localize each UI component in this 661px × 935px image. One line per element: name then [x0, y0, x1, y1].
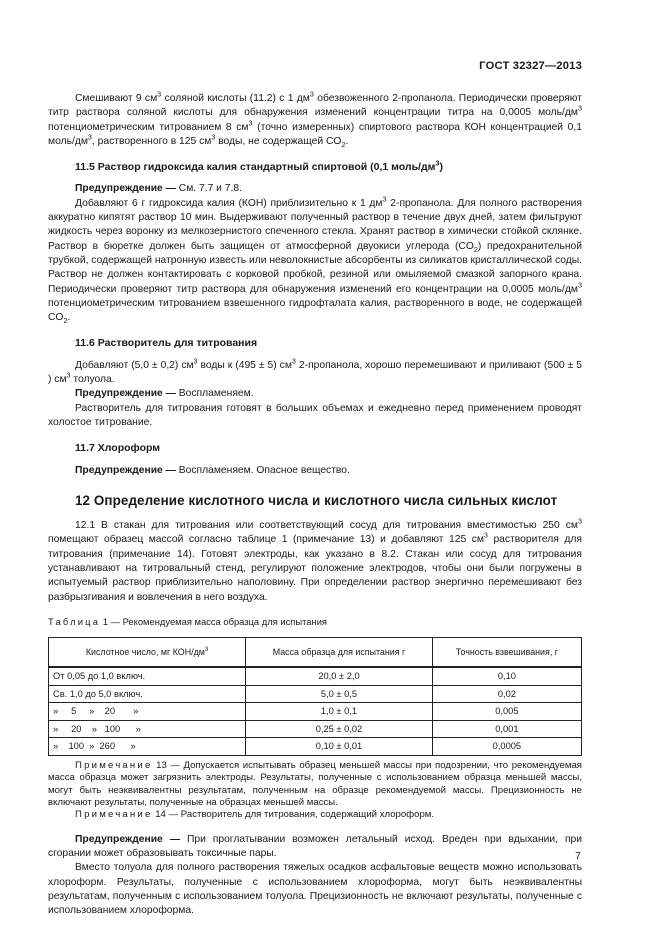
cell-mass: 5,0 ± 0,5 [246, 685, 433, 703]
final-warning: Предупреждение — При проглатывании возможен летальный исход. Вреден при вдыхании, при сгорании может образовывать токсичные пары. [48, 833, 582, 860]
section-11-6-body: Добавляют (5,0 ± 0,2) $см^3$ воды к (495 ± 5) $см^3$ 2-пропанола, хорошо перемешивают и приливают (500 ± 5 ) $см^3$ толуола. [48, 356, 582, 386]
cell-accuracy: 0,0005 [432, 738, 581, 756]
cell-accuracy: 0,10 [432, 667, 581, 685]
cell-range: » 20 » 100 » [49, 720, 246, 738]
cell-range: Св. 1,0 до 5,0 включ. [49, 685, 246, 703]
cell-mass: 20,0 ± 2,0 [246, 667, 433, 685]
cell-range: » 5 » 20 » [49, 703, 246, 721]
document-code: ГОСТ 32327—2013 [479, 60, 582, 72]
table-row [49, 667, 582, 685]
intro-paragraph: Смешивают 9 $см^3$ соляной кислоты (11.2) с 1 $дм^3$ обезвоженного 2-пропанола. Периодически проверяют титр раствора соляной кислоты для обнаружения изменений концентрации титра на 0,0005 моль/$дм^3$ потенциометрическим титрованием 8 $см^3$ (точно измеренных) спиртового раствора КОН концентрацией 0,1 моль/$дм^3$, растворенного в 125 $см^3$ воды, не содержащей $CO_2$. [48, 89, 582, 149]
content-body [48, 89, 583, 919]
final-body: Вместо толуола для полного растворения тяжелых осадков асфальтовые веществ можно использовать хлороформ. Результаты, полученные с использованием хлороформа, могут быть неэквивалентны результатам, полученным с использованием толуола. Прецизионность не включают результаты, полученные с использованием хлороформа. [48, 862, 582, 917]
section-11-5-title: 11.5 Раствор гидроксида калия стандартный спиртовой (0,1 моль/$дм^3$) [75, 158, 443, 174]
section-12-1-body: 12.1 В стакан для титрования или соответствующий сосуд для титрования вместимостью 250 $см^3$ помещают образец массой согласно таблице 1 (примечание 13) и добавляют 125 $см^3$ растворителя для титрования (примечание 14). Готовят электроды, как указано в 8.2. Стакан или сосуд для титрования устанавливают на титровальный стенд, регулируют положение электродов, чтобы они были погружены в испытуемый раствор приблизительно наполовину. При определении раствор энергично перемешивают без разбрызгивания и вовлечения в него воздуха. [48, 516, 582, 603]
header-acid-number: Кислотное число, мг КОН/$дм^3$ [49, 638, 246, 668]
page-number: 7 [575, 850, 581, 862]
section-11-5-body: Добавляют 6 г гидроксида калия (КОН) приблизительно к 1 $дм^3$ 2-пропанола. Для полного растворения аккуратно кипятят раствор 10 мин. Выдерживают полученный раствор в течение двух дней, затем фильтруют жидкость через воронку из мелкозернистого спеченного стекла. Хранят раствор в химически стойкой склянке. Раствор в бюретке должен быть защищен от атмосферной двуокиси углерода $(CO_2)$ предохранительной трубкой, содержащей натронную известь или неволокнистые абсорбенты из силикатов кристаллической соды. Раствор не должен контактировать с корковой пробкой, резиной или омыляемой смазкой запорного крана. Периодически проверяют титр раствора для обнаружения изменений его концентрации на 0,0005 моль/$дм^3$ потенциометрическим титрованием взвешенного гидрофталата калия, растворенного в воде, не содержащей $CO_2$. [48, 194, 583, 326]
header-sample-mass: Масса образца для испытания г [246, 638, 433, 668]
cell-mass: 0,10 ± 0,01 [246, 738, 433, 756]
section-11-6-warning: Предупреждение — Воспламеняем. [75, 388, 254, 400]
note-14: Примечание 14 — Растворитель для титрования, содержащий хлороформ. [75, 809, 435, 821]
section-11-6-note: Растворитель для титрования готовят в больших объемах и ежедневно перед применением проводят холостое титрование. [48, 402, 582, 428]
table-row [49, 720, 582, 738]
table-row [49, 703, 582, 721]
cell-mass: 1,0 ± 0,1 [246, 703, 433, 721]
note-13: Примечание 13 — Допускается испытывать образец меньшей массы при подозрении, что рекомендуемая масса образца может загрязнить электроды. Результаты, полученные с использованием образца меньшей массы, могут быть неэквивалентны результатам, полученным на образце рекомендуемой массы. Прецизионность не включают результаты, полученные на образцах меньшей массы. [48, 759, 583, 808]
sample-mass-table [48, 637, 582, 756]
header-weighing-accuracy: Точность взвешивания, г [432, 638, 581, 668]
section-12-title: 12 Определение кислотного числа и кислотного числа сильных кислот [75, 492, 558, 508]
cell-accuracy: 0,02 [432, 685, 581, 703]
section-11-7-warning: Предупреждение — Воспламеняем. Опасное вещество. [75, 464, 350, 476]
table-caption: Таблица 1 — Рекомендуемая масса образца для испытания [48, 615, 328, 627]
cell-range: » 100 » 260 » [49, 738, 246, 756]
cell-accuracy: 0,005 [432, 703, 581, 721]
table-header-row [49, 638, 582, 668]
section-11-7-title: 11.7 Хлороформ [75, 442, 161, 455]
table-row [49, 685, 582, 703]
section-11-5-warning: Предупреждение — См. 7.7 и 7.8. [75, 183, 242, 195]
cell-accuracy: 0,001 [432, 720, 581, 738]
cell-mass: 0,25 ± 0,02 [246, 720, 433, 738]
section-11-6-title: 11.6 Растворитель для титрования [75, 337, 258, 350]
table-row [49, 738, 582, 756]
cell-range: От 0,05 до 1,0 включ. [49, 667, 246, 685]
